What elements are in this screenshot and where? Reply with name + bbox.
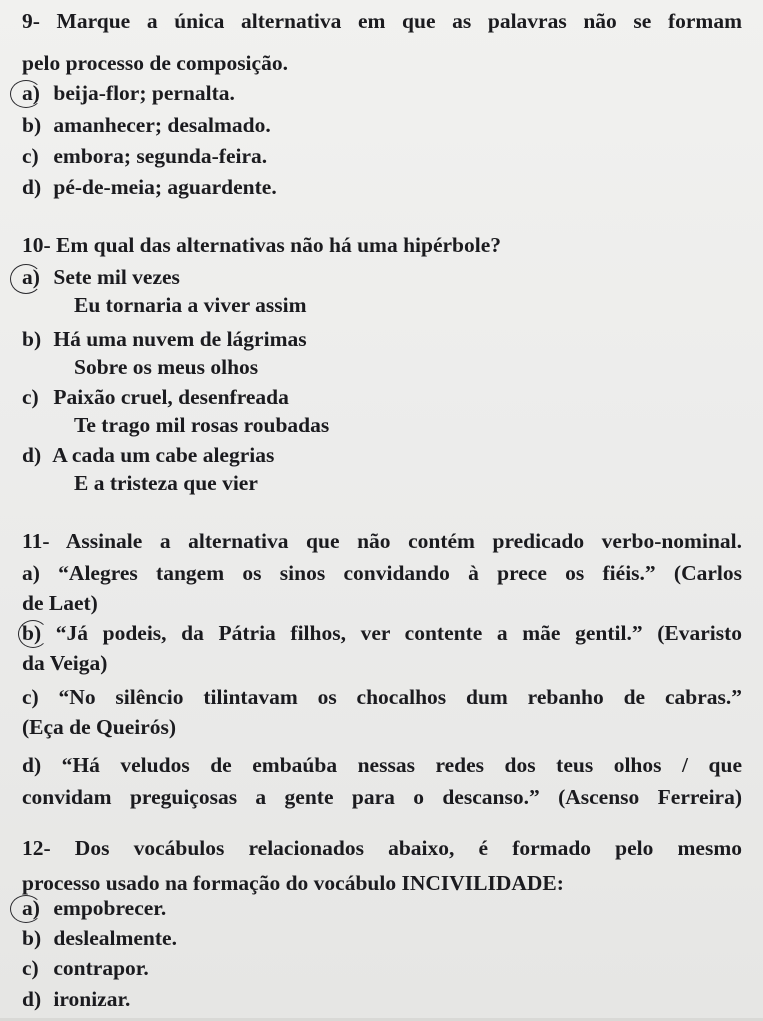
option-11c-line-2: (Eça de Queirós) (22, 715, 177, 739)
option-letter: a) (22, 265, 40, 289)
option-text: Paixão cruel, desenfreada (53, 385, 289, 409)
option-letter: b) (22, 113, 42, 137)
option-letter: b) (22, 926, 42, 950)
option-letter: d) (22, 987, 42, 1011)
option-10d-line-1 (22, 442, 274, 468)
option-letter: c) (22, 956, 39, 980)
option-9d (22, 174, 277, 200)
answer-mark-11b (18, 620, 48, 648)
option-text: ironizar. (53, 987, 131, 1011)
option-11d-line-2: convidam preguiçosas a gente para o descanso.” (Ascenso Ferreira) (22, 785, 742, 809)
option-letter: c) (22, 144, 39, 168)
option-text: embora; segunda-feira. (53, 144, 268, 168)
option-10d-line-2: E a tristeza que vier (74, 471, 258, 495)
option-text: deslealmente. (53, 926, 177, 950)
option-12c (22, 955, 149, 981)
question-9-line-2: pelo processo de composição. (22, 51, 288, 75)
option-letter: a) (22, 896, 40, 920)
option-letter: d) (22, 175, 42, 199)
option-10c-line-1 (22, 384, 289, 410)
option-10b-line-2: Sobre os meus olhos (74, 355, 259, 379)
option-letter: a) (22, 81, 40, 105)
option-text: pé-de-meia; aguardente. (53, 175, 277, 199)
option-9c (22, 143, 267, 169)
answer-mark-12a (10, 895, 42, 923)
option-12a (22, 895, 166, 921)
question-9-line-1: 9- Marque a única alternativa em que as palavras não se formam (22, 9, 742, 33)
option-text: A cada um cabe alegrias (52, 443, 275, 467)
option-11b-line-1: b) “Já podeis, da Pátria filhos, ver contente a mãe gentil.” (Evaristo (22, 621, 742, 645)
option-text: empobrecer. (53, 896, 167, 920)
question-12-line-1: 12- Dos vocábulos relacionados abaixo, é formado pelo mesmo (22, 836, 742, 860)
option-11b-line-2: da Veiga) (22, 651, 108, 675)
option-10b-line-1 (22, 326, 307, 352)
answer-mark-10a (10, 264, 42, 294)
option-12b (22, 925, 177, 951)
option-letter: b) (22, 327, 42, 351)
option-11d-line-1: d) “Há veludos de embaúba nessas redes dos teus olhos / que (22, 753, 742, 777)
option-letter: d) (22, 443, 42, 467)
option-11c-line-1: c) “No silêncio tilintavam os chocalhos dum rebanho de cabras.” (22, 685, 742, 709)
option-10a-line-1 (22, 264, 180, 290)
question-11-title: 11- Assinale a alternativa que não contém predicado verbo-nominal. (22, 529, 742, 553)
option-9a (22, 80, 235, 106)
option-text: beija-flor; pernalta. (53, 81, 235, 105)
option-text: Há uma nuvem de lágrimas (53, 327, 307, 351)
answer-mark-9a (10, 80, 42, 108)
option-11a-line-2: de Laet) (22, 591, 98, 615)
option-12d (22, 986, 130, 1012)
option-text: Sete mil vezes (53, 265, 180, 289)
question-10-title: 10- Em qual das alternativas não há uma hipérbole? (22, 233, 502, 257)
question-12-line-2: processo usado na formação do vocábulo INCIVILIDADE: (22, 871, 564, 895)
option-10c-line-2: Te trago mil rosas roubadas (74, 413, 330, 437)
option-letter: c) (22, 385, 39, 409)
option-10a-line-2: Eu tornaria a viver assim (74, 293, 307, 317)
option-text: contrapor. (53, 956, 149, 980)
option-11a-line-1: a) “Alegres tangem os sinos convidando à prece os fiéis.” (Carlos (22, 561, 742, 585)
option-9b (22, 112, 271, 138)
option-text: amanhecer; desalmado. (53, 113, 271, 137)
